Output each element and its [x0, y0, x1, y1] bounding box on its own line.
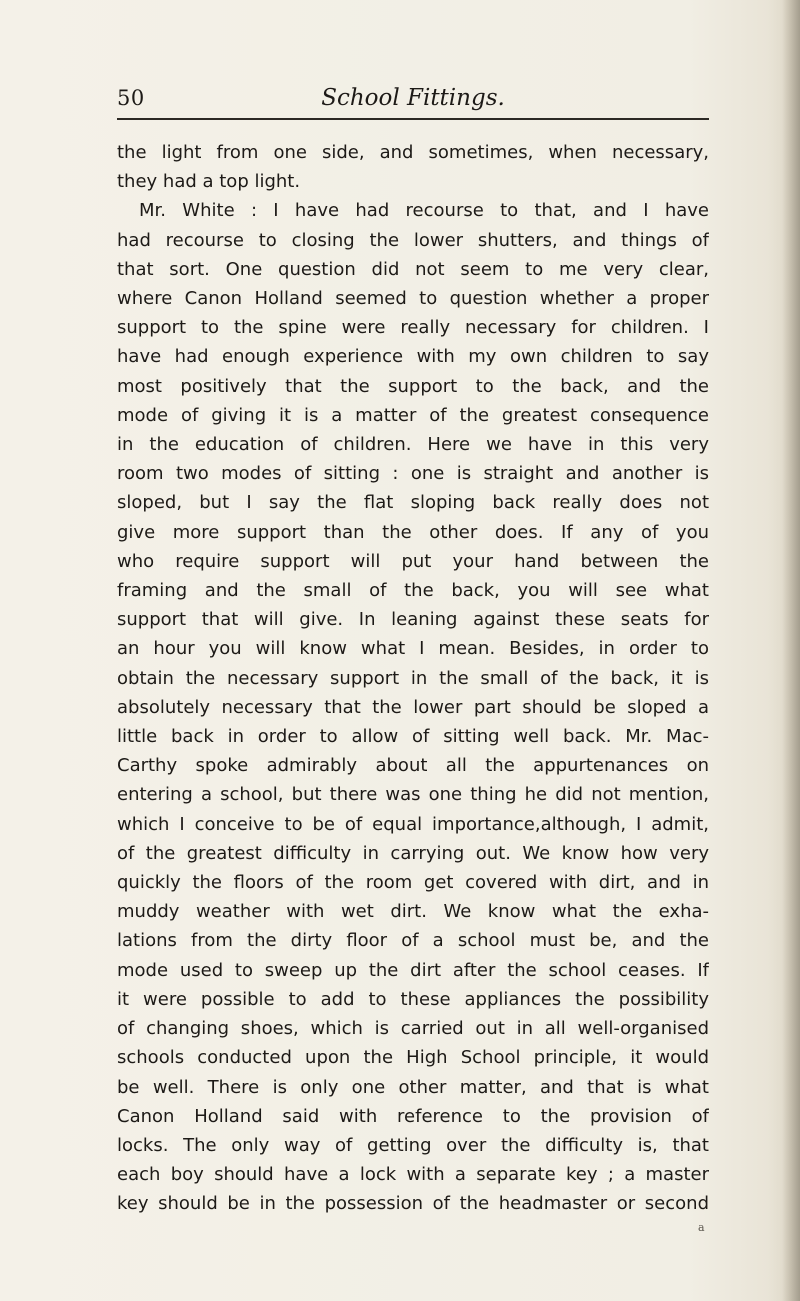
- text-line: framing and the small of the back, you will see what: [117, 580, 709, 602]
- page-number: 50: [117, 86, 145, 110]
- text-line: it were possible to add to these appliances the possibility: [117, 988, 709, 1010]
- text-line: room two modes of sitting : one is straight and another is: [117, 463, 709, 485]
- text-line: be well. There is only one other matter, and that is what: [117, 1076, 709, 1098]
- text-line: the light from one side, and sometimes, when necessary,: [117, 142, 709, 163]
- text-line: an hour you will know what I mean. Besides, in order to: [117, 638, 709, 660]
- text-line: locks. The only way of getting over the difficulty is, that: [117, 1134, 709, 1156]
- text-line: little back in order to allow of sitting well back. Mr. Mac-: [117, 726, 709, 748]
- text-line: Carthy spoke admirably about all the appurtenances on: [117, 755, 709, 777]
- text-line: quickly the floors of the room get covered with dirt, and in: [117, 872, 709, 894]
- text-line: each boy should have a lock with a separate key ; a master: [117, 1164, 709, 1186]
- text-line: schools conducted upon the High School principle, it would: [117, 1047, 709, 1069]
- text-line: give more support than the other does. If any of you: [117, 521, 709, 543]
- text-line: where Canon Holland seemed to question whether a proper: [117, 288, 709, 310]
- text-line: mode of giving it is a matter of the greatest consequence: [117, 404, 709, 426]
- text-line: key should be in the possession of the headmaster or second: [117, 1193, 709, 1215]
- text-line: in the education of children. Here we have in this very: [117, 434, 709, 456]
- text-line: Mr. White : I have had recourse to that, and I have: [139, 200, 709, 222]
- text-line: entering a school, but there was one thing he did not mention,: [117, 784, 709, 806]
- text-line: that sort. One question did not seem to me very clear,: [117, 258, 709, 280]
- text-line: Canon Holland said with reference to the provision of: [117, 1105, 709, 1127]
- header-rule: [117, 118, 709, 120]
- text-line: of changing shoes, which is carried out in all well-organised: [117, 1018, 709, 1040]
- text-line: support to the spine were really necessary for children. I: [117, 317, 709, 339]
- text-line: had recourse to closing the lower shutters, and things of: [117, 229, 709, 251]
- text-line: most positively that the support to the back, and the: [117, 375, 709, 397]
- text-line: muddy weather with wet dirt. We know what the exha-: [117, 901, 709, 923]
- text-line: who require support will put your hand between the: [117, 550, 709, 572]
- running-head: [117, 86, 709, 110]
- text-line: sloped, but I say the flat sloping back really does not: [117, 492, 709, 514]
- page-edge-shadow: [782, 0, 800, 1301]
- text-line: obtain the necessary support in the small of the back, it is: [117, 667, 709, 689]
- text-line: lations from the dirty floor of a school must be, and the: [117, 930, 709, 952]
- text-line: support that will give. In leaning against these seats for: [117, 609, 709, 631]
- body-text: [117, 138, 709, 1219]
- text-line: which I conceive to be of equal importance,although, I admit,: [117, 813, 709, 835]
- text-line: mode used to sweep up the dirt after the school ceases. If: [117, 959, 709, 981]
- text-line: of the greatest difficulty in carrying out. We know how very: [117, 842, 709, 864]
- text-line: have had enough experience with my own children to say: [117, 346, 709, 368]
- text-line: absolutely necessary that the lower part should be sloped a: [117, 696, 709, 718]
- text-line: they had a top light.: [117, 171, 301, 193]
- signature-mark: a: [698, 1221, 705, 1234]
- running-title: School Fittings.: [321, 85, 505, 111]
